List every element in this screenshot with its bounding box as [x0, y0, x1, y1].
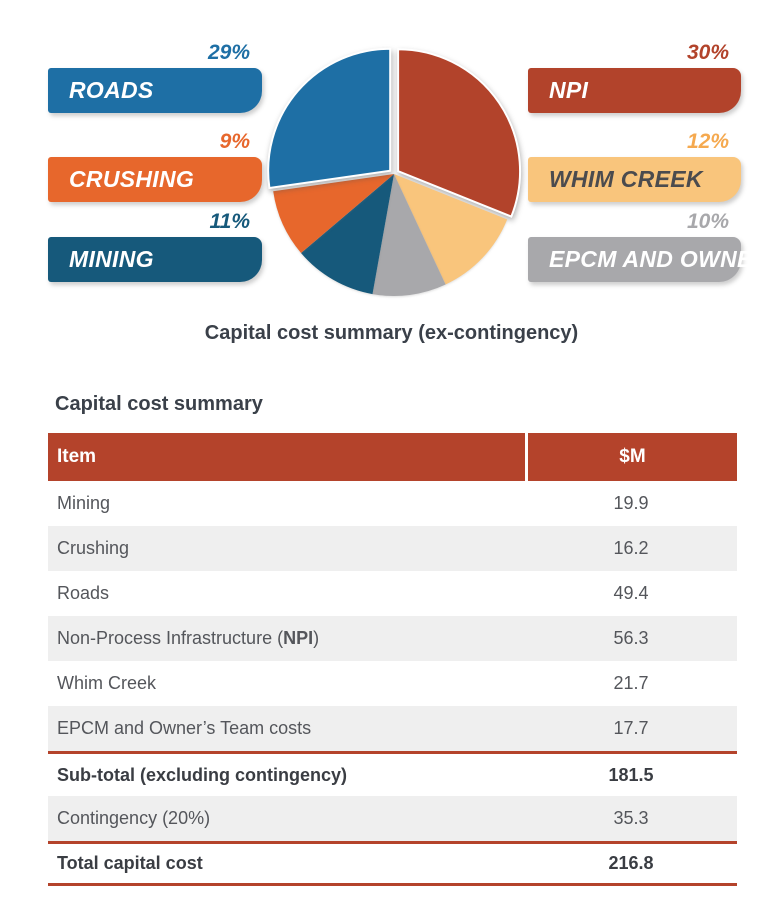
whim-creek-bar-label: WHIM CREEK	[549, 166, 703, 192]
epcm-bar-label: EPCM AND OWNER	[549, 246, 770, 272]
roads-bar-label: ROADS	[69, 77, 154, 103]
row-item-label: Mining	[57, 493, 111, 513]
table-row-mining	[48, 481, 737, 526]
pie-chart	[266, 36, 524, 308]
npi-legend-bar	[528, 68, 741, 113]
table-row-npi	[48, 616, 737, 661]
pie-chart-container	[266, 36, 524, 308]
mining-bar-label: MINING	[69, 246, 154, 272]
roads-legend-bar	[48, 68, 262, 113]
legend-item-whim-creek	[528, 129, 741, 202]
row-item-value: 56.3	[613, 628, 649, 648]
row-item-label: Whim Creek	[57, 673, 157, 693]
crushing-percent-label: 9%	[219, 130, 250, 153]
table-row-subtotal	[48, 751, 737, 796]
row-item-value: 16.2	[613, 538, 649, 558]
row-item-label: Crushing	[57, 538, 130, 558]
table-body	[48, 481, 737, 886]
epcm-legend-bar	[528, 237, 770, 282]
row-item-label: EPCM and Owner’s Team costs	[57, 718, 312, 738]
row-item-value: 216.8	[608, 853, 654, 873]
mining-percent-label: 11%	[209, 210, 250, 233]
legend-item-npi	[528, 40, 741, 113]
table-row-epcm	[48, 706, 737, 751]
npi-bar-label: NPI	[549, 77, 589, 103]
row-item-value: 19.9	[613, 493, 649, 513]
row-item-label: Roads	[57, 583, 110, 603]
legend-item-roads	[48, 40, 262, 113]
table-row-contingency	[48, 796, 737, 841]
chart-caption: Capital cost summary (ex-contingency)	[204, 322, 579, 344]
legend-item-crushing	[48, 129, 262, 202]
row-item-value: 35.3	[613, 808, 649, 828]
crushing-legend-bar	[48, 157, 262, 202]
roads-percent-label: 29%	[207, 41, 250, 64]
table-title: Capital cost summary	[55, 393, 263, 415]
column-header-item: Item	[57, 446, 97, 467]
row-item-value: 49.4	[613, 583, 649, 603]
npi-percent-label: 30%	[686, 41, 729, 64]
pie-slice-roads	[268, 49, 390, 188]
row-item-value: 21.7	[613, 673, 649, 693]
table-row-roads	[48, 571, 737, 616]
row-item-label: Total capital cost	[57, 853, 203, 873]
crushing-bar-label: CRUSHING	[69, 166, 195, 192]
whim-creek-percent-label: 12%	[686, 130, 729, 153]
table-row-whim-creek	[48, 661, 737, 706]
legend-item-mining	[48, 209, 262, 282]
table-row-total	[48, 841, 737, 886]
row-item-label: Sub-total (excluding contingency)	[57, 764, 348, 785]
row-item-label: Non-Process Infrastructure (NPI)	[57, 628, 320, 648]
table-row-crushing	[48, 526, 737, 571]
table-header-row	[48, 433, 737, 481]
whim-creek-legend-bar	[528, 157, 741, 202]
legend-item-epcm	[528, 209, 770, 282]
epcm-percent-label: 10%	[686, 210, 729, 233]
column-header-value: $M	[525, 433, 737, 481]
row-item-label: Contingency (20%)	[57, 808, 211, 828]
row-item-value: 181.5	[608, 764, 654, 785]
mining-legend-bar	[48, 237, 262, 282]
capital-cost-table	[48, 433, 737, 886]
row-item-value: 17.7	[613, 718, 649, 738]
